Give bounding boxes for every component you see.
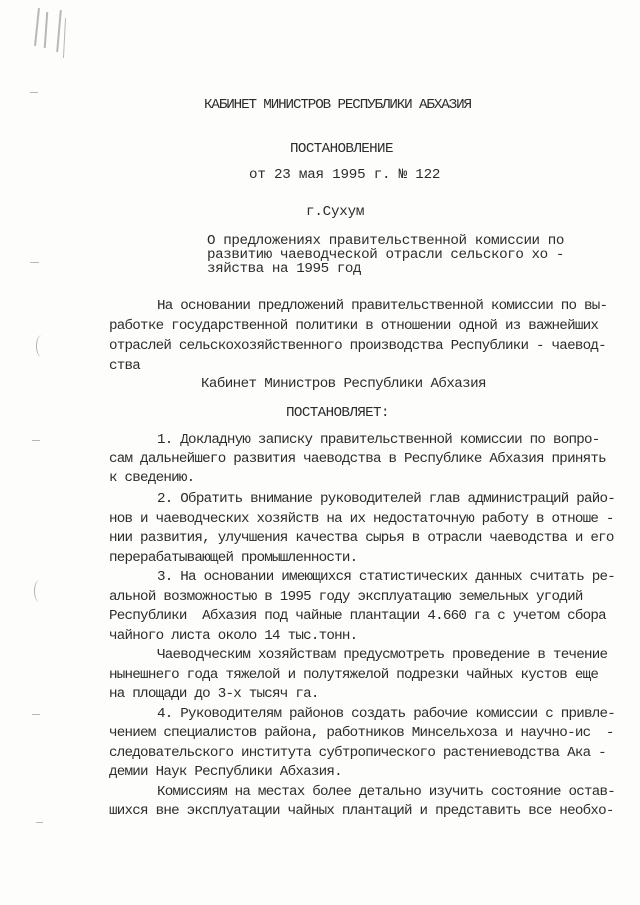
scan-mark bbox=[30, 262, 39, 263]
item-line: Республики Абхазия под чайные плантации 4.660 га с учетом сбора bbox=[109, 608, 606, 624]
item-line: нынешнего года тяжелой и полутяжелой подрезки чайных кустов еще bbox=[109, 667, 599, 683]
scan-mark bbox=[32, 714, 40, 715]
item-line: шихся вне эксплуатации чайных плантаций и представить все необхо- bbox=[109, 803, 614, 819]
punch-hole bbox=[34, 580, 45, 602]
scan-mark bbox=[32, 440, 40, 441]
item-line: следовательского института субтропического растениеводства Ака - bbox=[109, 745, 606, 761]
item-line: 2. Обратить внимание руководителей глав администраций райо- bbox=[157, 491, 616, 507]
scan-mark bbox=[63, 18, 66, 58]
subject-line: развитию чаеводческой отрасли сельского хо - bbox=[207, 247, 565, 263]
item-line: на площади до 3-х тысяч га. bbox=[109, 686, 319, 702]
preamble-line: ства bbox=[109, 358, 141, 374]
scan-mark bbox=[56, 10, 61, 52]
resolver: Кабинет Министров Республики Абхазия bbox=[201, 376, 486, 392]
subject-line: О предложениях правительственной комиссии по bbox=[207, 233, 565, 249]
item-line: перерабатывающей промышленности. bbox=[109, 550, 358, 566]
preamble-line: отраслей сельскохозяйственного производства Республики - чаевод- bbox=[109, 338, 606, 354]
item-line: нии развития, улучшения качества сырья в отрасли чаеводства и его bbox=[109, 530, 614, 546]
scan-mark bbox=[34, 8, 39, 46]
item-line: Комиссиям на местах более детально изучить состояние остав- bbox=[157, 784, 616, 800]
item-line: нов и чаеводческих хозяйств на их недостаточную работу в отноше - bbox=[109, 511, 614, 527]
punch-hole bbox=[36, 335, 47, 357]
scan-mark bbox=[36, 822, 43, 823]
item-line: чайного листа около 14 тыс.тонн. bbox=[109, 628, 358, 644]
item-line: 1. Докладную записку правительственной комиссии по вопро- bbox=[157, 432, 600, 448]
city: г.Сухум bbox=[306, 204, 365, 220]
item-line: альной возможностью в 1995 году эксплуатацию земельных угодий bbox=[109, 589, 583, 605]
date-and-number: от 23 мая 1995 г. № 122 bbox=[249, 167, 441, 183]
item-line: сам дальнейшего развития чаеводства в Республике Абхазия принять bbox=[109, 451, 606, 467]
item-line: 3. На основании имеющихся статистических данных считать ре- bbox=[157, 569, 616, 585]
item-line: 4. Руководителям районов создать рабочие комиссии с привле- bbox=[157, 706, 616, 722]
item-line: к сведению. bbox=[109, 470, 195, 486]
scan-mark bbox=[30, 92, 38, 93]
scan-mark bbox=[44, 12, 48, 48]
preamble-line: На основании предложений правительственной комиссии по вы- bbox=[157, 298, 608, 314]
item-line: чением специалистов района, работников Минсельхоза и научно-ис - bbox=[109, 725, 614, 741]
document-type: ПОСТАНОВЛЕНИЕ bbox=[290, 141, 393, 157]
subject-line: зяйства на 1995 год bbox=[207, 261, 362, 277]
item-line: демии Наук Республики Абхазия. bbox=[109, 764, 342, 780]
item-line: Чаеводческим хозяйствам предусмотреть проведение в течение bbox=[157, 647, 608, 663]
preamble-line: работке государственной политики в отношении одной из важнейших bbox=[109, 318, 599, 334]
resolves-heading: ПОСТАНОВЛЯЕТ: bbox=[286, 405, 389, 421]
cabinet-heading: КАБИНЕТ МИНИСТРОВ РЕСПУБЛИКИ АБХАЗИЯ bbox=[204, 97, 471, 113]
